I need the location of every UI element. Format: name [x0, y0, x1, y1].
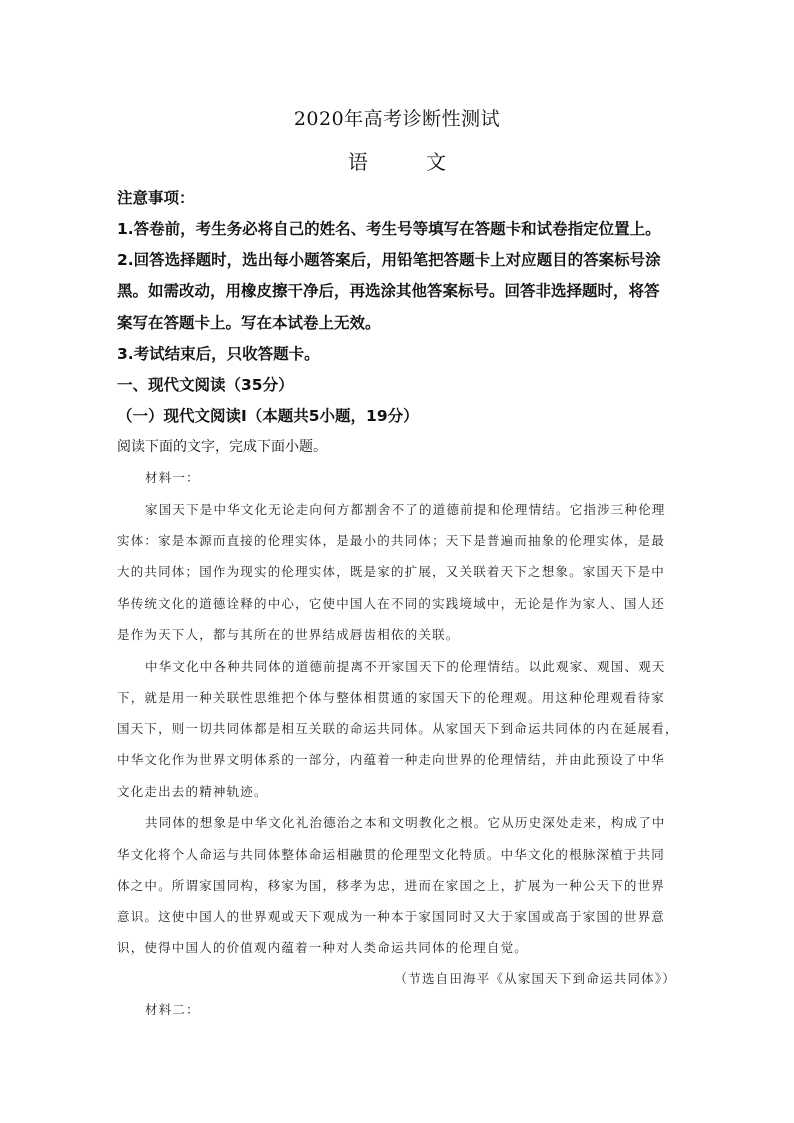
material-1-line: 共同体的想象是中华文化礼治德治之本和文明教化之根。它从历史深处走来，构成了中	[145, 815, 666, 830]
material-2-label: 材料二：	[145, 1002, 200, 1017]
material-1-label: 材料一：	[145, 470, 200, 485]
material-1-line: 下，就是用一种关联性思维把个体与整体相贯通的家国天下的伦理观。用这种伦理观看待家	[117, 690, 666, 705]
notice-item-2-cont: 案写在答题卡上。写在本试卷上无效。	[117, 314, 381, 332]
material-1-line: 实体：家是本源而直接的伦理实体，是最小的共同体；天下是普遍而抽象的伦理实体，是最	[117, 533, 666, 548]
notice-item-2: 2.回答选择题时，选出每小题答案后，用铅笔把答题卡上对应题目的答案标号涂	[117, 251, 661, 269]
material-1-source: （节选自田海平《从家国天下到命运共同体》）	[394, 971, 676, 986]
material-1-line: 华文化将个人命运与共同体整体命运相融贯的伦理型文化特质。中华文化的根脉深植于共同	[117, 847, 666, 862]
material-1-line: 中华文化中各种共同体的道德前提离不开家国天下的伦理情结。以此观家、观国、观天	[145, 659, 666, 674]
material-1-line: 意识。这使中国人的世界观或天下观成为一种本于家国同时又大于家国或高于家国的世界意	[117, 909, 666, 924]
notice-heading: 注意事项：	[117, 189, 195, 207]
material-1-line: 是作为天下人，都与其所在的世界结成唇齿相依的关联。	[117, 627, 460, 642]
section-heading: 一、现代文阅读（35分）	[117, 376, 294, 394]
notice-item-3: 3.考试结束后，只收答题卡。	[117, 345, 320, 363]
notice-item-1: 1.答卷前，考生务必将自己的姓名、考生号等填写在答题卡和试卷指定位置上。	[117, 220, 661, 238]
subject-title: 语 文	[347, 150, 473, 174]
section-sub-heading: （一）现代文阅读Ⅰ（本题共5小题，19分）	[117, 407, 419, 425]
exam-title: 2020年高考诊断性测试	[293, 108, 501, 130]
material-1-line: 国天下，则一切共同体都是相互关联的命运共同体。从家国天下到命运共同体的内在延展看，	[117, 721, 679, 736]
material-1-line: 中华文化作为世界文明体系的一部分，内蕴着一种走向世界的伦理情结，并由此预设了中华	[117, 752, 666, 767]
material-1-line: 识，使得中国人的价值观内蕴着一种对人类命运共同体的伦理自觉。	[117, 940, 529, 955]
material-1-line: 大的共同体；国作为现实的伦理实体，既是家的扩展，又关联着天下之想象。家国天下是中	[117, 564, 666, 579]
material-1-line: 华传统文化的道德诠释的中心，它使中国人在不同的实践境域中，无论是作为家人、国人还	[117, 596, 666, 611]
section-instruction: 阅读下面的文字，完成下面小题。	[117, 439, 327, 455]
material-1-line: 家国天下是中华文化无论走向何方都割舍不了的道德前提和伦理情结。它指涉三种伦理	[145, 502, 666, 517]
notice-item-2-cont: 黑。如需改动，用橡皮擦干净后，再选涂其他答案标号。回答非选择题时，将答	[117, 282, 660, 300]
material-1-line: 体之中。所谓家国同构，移家为国，移孝为忠，进而在家国之上，扩展为一种公天下的世界	[117, 878, 666, 893]
material-1-line: 文化走出去的精神轨迹。	[117, 784, 268, 799]
